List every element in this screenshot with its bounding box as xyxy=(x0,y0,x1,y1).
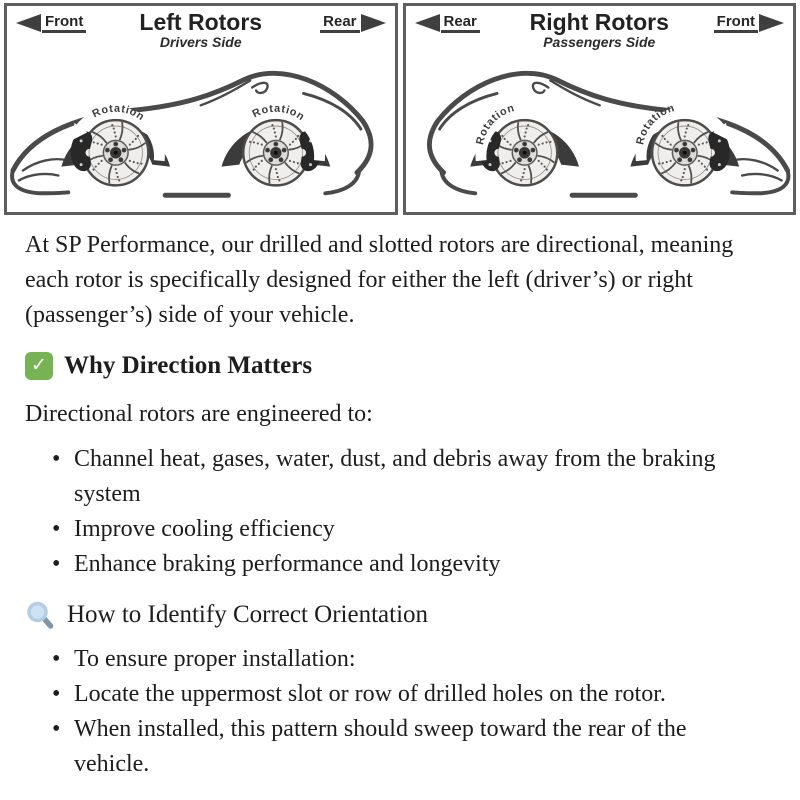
list-item: • Channel heat, gases, water, dust, and debris away from the braking system xyxy=(52,442,734,512)
article xyxy=(0,215,800,782)
list-item: • When installed, this pattern should sweep toward the rear of the vehicle. xyxy=(52,712,734,782)
heading-text: Why Direction Matters xyxy=(64,352,313,379)
why-bullet-list xyxy=(52,442,770,582)
rear-direction-indicator xyxy=(415,13,480,33)
panel-title: Right Rotors xyxy=(529,9,669,35)
car-illustration-left xyxy=(7,53,395,211)
rotation-label: Rotation xyxy=(90,102,147,124)
identify-orientation-heading xyxy=(25,598,770,632)
rotation-label: Rotation xyxy=(250,102,307,124)
list-item: • Improve cooling efficiency xyxy=(52,512,734,547)
direction-label: Front xyxy=(42,13,86,33)
direction-label: Front xyxy=(714,13,758,33)
why-direction-matters-heading xyxy=(25,349,770,383)
left-arrow-icon xyxy=(16,14,41,32)
right-arrow-icon xyxy=(759,14,784,32)
identify-bullet-list xyxy=(52,642,770,782)
list-item: • To ensure proper installation: xyxy=(52,642,734,677)
left-rotors-panel xyxy=(4,3,398,215)
engineered-to-lead: Directional rotors are engineered to: xyxy=(25,401,373,427)
rear-direction-indicator xyxy=(320,13,385,33)
intro-paragraph: At SP Performance, our drilled and slotted rotors are directional, meaning each rotor is specifically designed for either the left (driver’s) or right (passenger’s) side of your vehicle. xyxy=(25,232,734,328)
right-panel-header xyxy=(415,13,785,33)
magnifying-glass-icon xyxy=(25,600,56,631)
left-arrow-icon xyxy=(415,14,440,32)
heading-text: How to Identify Correct Orientation xyxy=(67,601,429,628)
panel-subtitle: Drivers Side xyxy=(159,34,242,50)
front-direction-indicator xyxy=(714,13,784,33)
front-direction-indicator xyxy=(16,13,86,33)
car-illustration-right xyxy=(406,53,794,211)
direction-label: Rear xyxy=(320,13,359,33)
left-panel-header xyxy=(16,13,386,33)
right-rotors-panel xyxy=(403,3,797,215)
list-item: • Locate the uppermost slot or row of drilled holes on the rotor. xyxy=(52,677,734,712)
rotation-label: Rotation xyxy=(633,101,676,146)
check-glyph: ✓ xyxy=(31,353,47,376)
panel-title: Left Rotors xyxy=(139,9,263,35)
list-item: • Enhance braking performance and longevity xyxy=(52,547,734,582)
check-mark-icon xyxy=(25,352,53,380)
panel-subtitle: Passengers Side xyxy=(543,34,656,50)
direction-label: Rear xyxy=(441,13,480,33)
rotation-label: Rotation xyxy=(473,101,516,146)
rotor-direction-diagram xyxy=(0,0,800,215)
right-arrow-icon xyxy=(361,14,386,32)
